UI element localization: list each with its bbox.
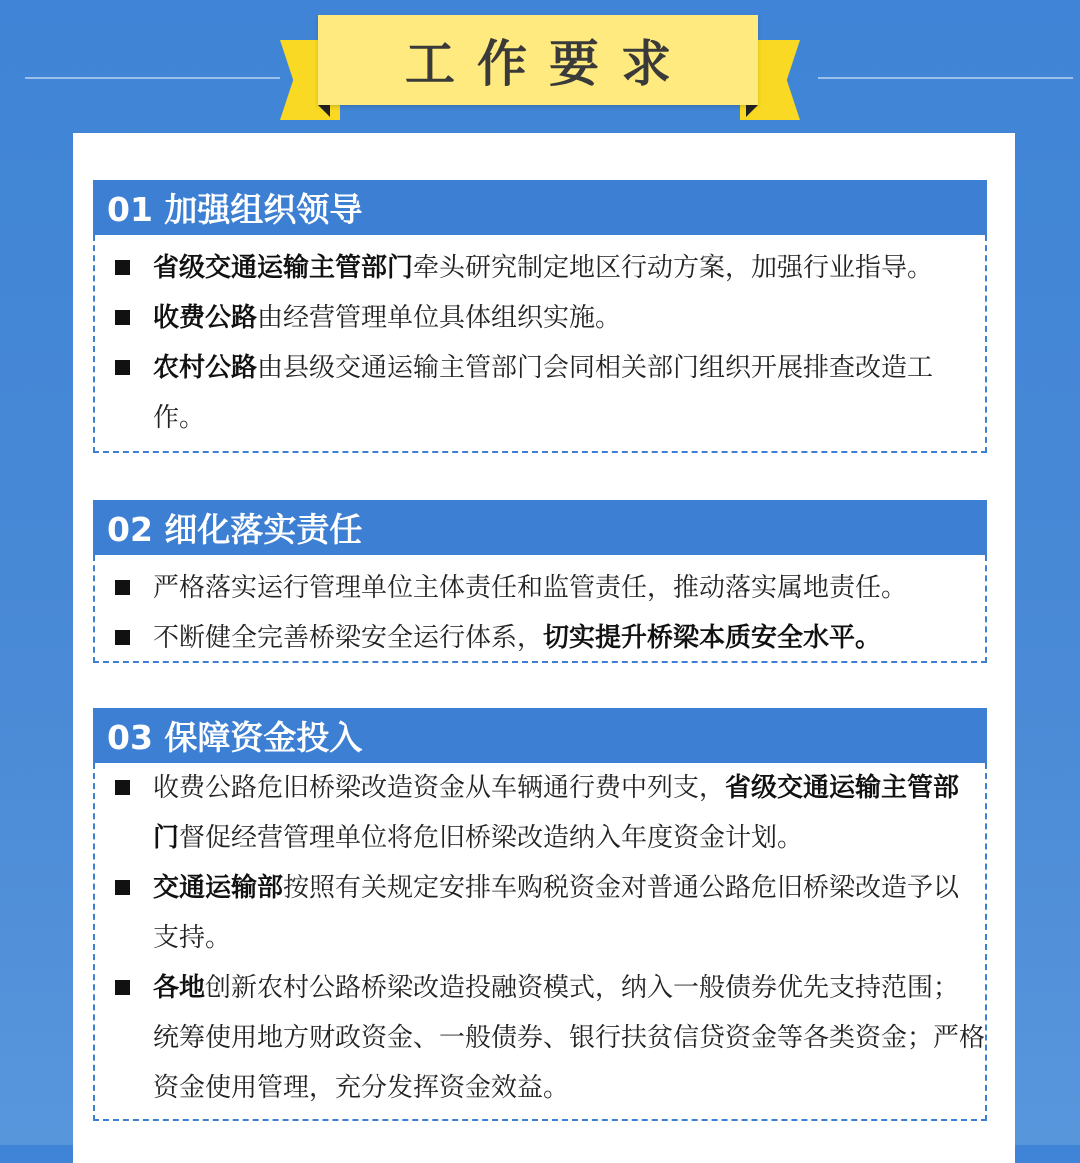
emphasis-text: 农村公路	[153, 353, 258, 383]
section-body	[93, 763, 987, 1121]
list-item	[95, 763, 985, 863]
body-text: 由县级交通运输主管部门会同相关部门组织开展排查改造工作。	[153, 353, 934, 433]
list-item	[95, 613, 985, 663]
section-heading: 02 细化落实责任	[93, 500, 987, 555]
square-bullet-icon	[115, 580, 130, 595]
emphasis-text: 各地	[153, 973, 206, 1003]
body-text: 不断健全完善桥梁安全运行体系，	[153, 623, 544, 653]
section-heading: 03 保障资金投入	[93, 708, 987, 763]
square-bullet-icon	[115, 880, 130, 895]
section-responsibility	[93, 500, 987, 663]
square-bullet-icon	[115, 980, 130, 995]
body-text: 严格落实运行管理单位主体责任和监管责任，推动落实属地责任。	[153, 573, 908, 603]
section-body	[93, 235, 987, 453]
list-item	[95, 293, 985, 343]
divider-left	[25, 77, 280, 79]
list-item	[95, 963, 985, 1113]
body-text: 督促经营管理单位将危旧桥梁改造纳入年度资金计划。	[179, 823, 804, 853]
body-text: 按照有关规定安排车购税资金对普通公路危旧桥梁改造予以支持。	[153, 873, 960, 953]
body-text: 收费公路危旧桥梁改造资金从车辆通行费中列支，	[153, 773, 726, 803]
page-title: 工作要求	[405, 35, 693, 93]
list-item	[95, 343, 985, 443]
list-item	[95, 243, 985, 293]
list-item	[95, 563, 985, 613]
emphasis-text: 收费公路	[153, 303, 258, 333]
emphasis-text: 省级交通运输主管部门	[153, 773, 960, 853]
emphasis-text: 交通运输部	[153, 873, 284, 903]
square-bullet-icon	[115, 360, 130, 375]
divider-right	[818, 77, 1073, 79]
section-funding	[93, 708, 987, 1121]
section-organization	[93, 180, 987, 453]
title-banner	[318, 15, 758, 105]
emphasis-text: 省级交通运输主管部门	[153, 253, 414, 283]
square-bullet-icon	[115, 630, 130, 645]
list-item	[95, 863, 985, 963]
square-bullet-icon	[115, 310, 130, 325]
body-text: 创新农村公路桥梁改造投融资模式，纳入一般债券优先支持范围；统筹使用地方财政资金、一般债券、银行扶贫信贷资金等各类资金；严格资金使用管理，充分发挥资金效益。	[153, 973, 986, 1103]
content-card	[73, 133, 1015, 1163]
body-text: 由经营管理单位具体组织实施。	[257, 303, 622, 333]
section-heading: 01 加强组织领导	[93, 180, 987, 235]
square-bullet-icon	[115, 260, 130, 275]
section-body	[93, 555, 987, 663]
body-text: 牵头研究制定地区行动方案，加强行业指导。	[413, 253, 934, 283]
emphasis-text: 切实提升桥梁本质安全水平。	[543, 623, 882, 653]
square-bullet-icon	[115, 780, 130, 795]
